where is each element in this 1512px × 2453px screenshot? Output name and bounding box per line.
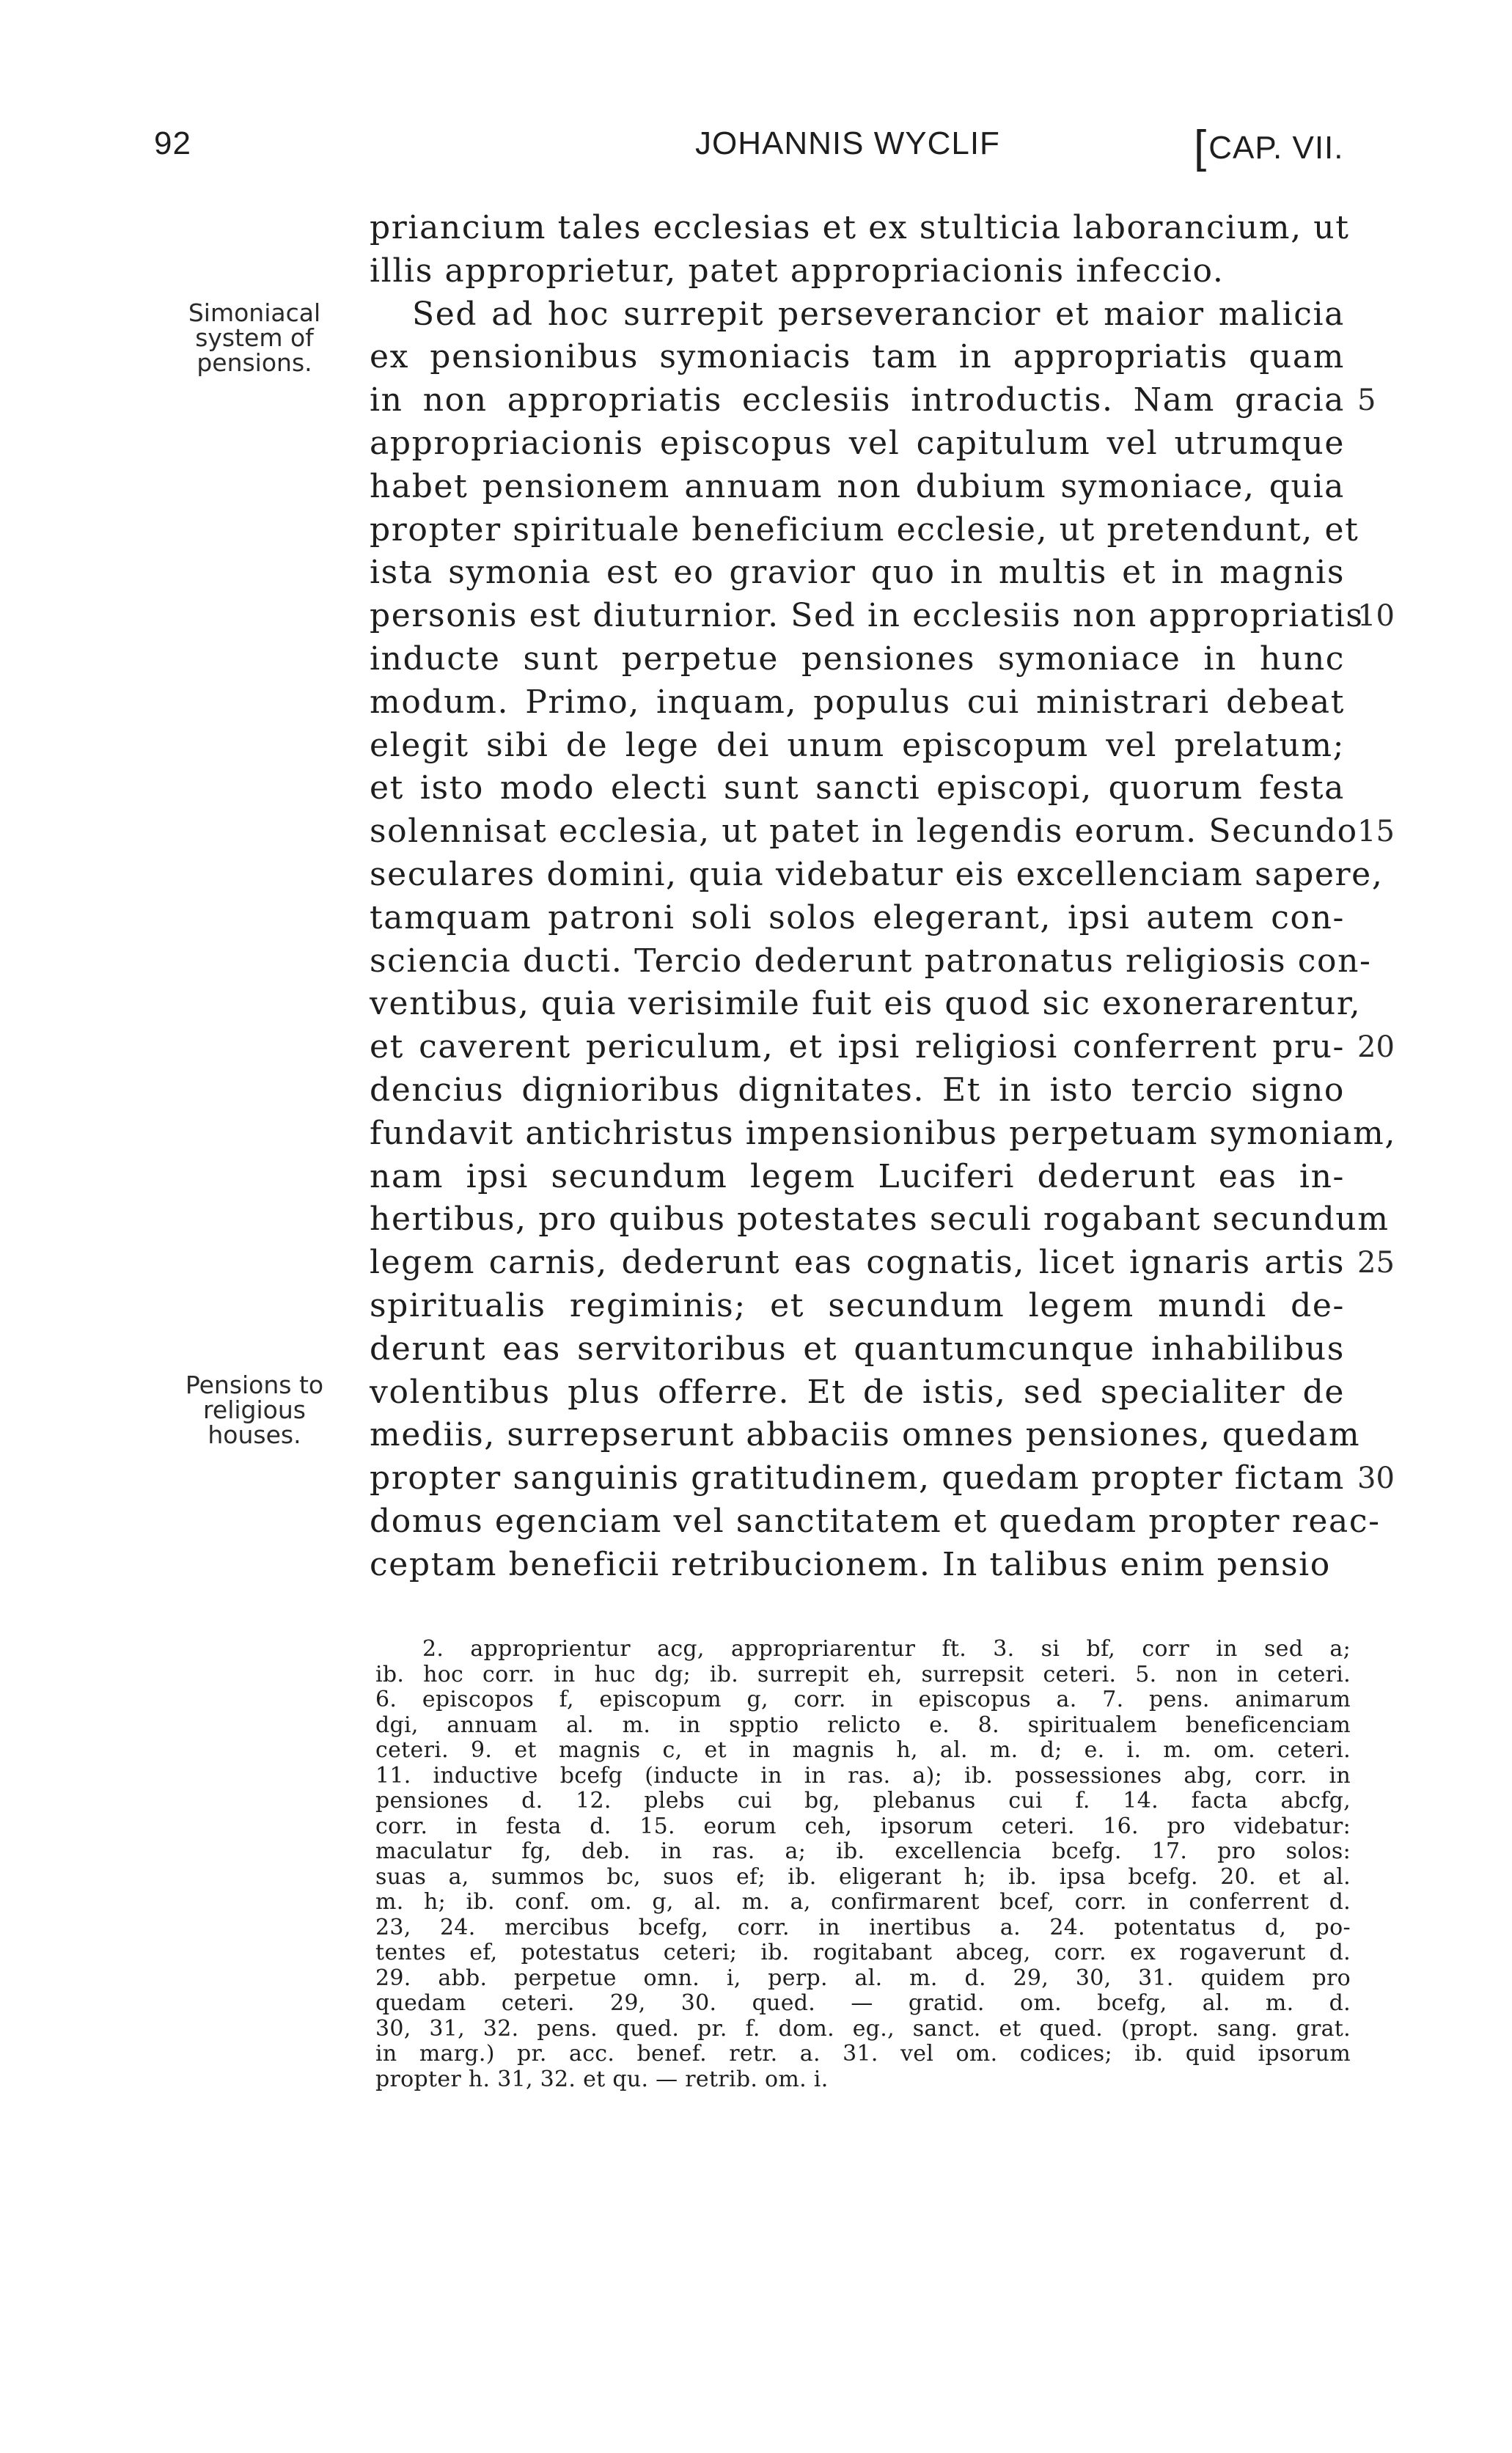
text-line: solennisat ecclesia, ut patet in legendis eorum. Secundo: [370, 813, 1358, 851]
footnote-line: maculatur fg, deb. in ras. a; ib. excellencia bcefg. 17. pro solos:: [375, 1838, 1351, 1864]
text-line: domus egenciam vel sanctitatem et quedam propter reac-: [370, 1502, 1381, 1540]
sidenote-pensions: [158, 1373, 351, 1448]
footnote-line: 11. inductive bcefg (inducte in in ras. a); ib. possessiones abg, corr. in: [375, 1762, 1351, 1789]
line-number: 25: [1357, 1246, 1395, 1280]
footnote-line: 23, 24. mercibus bcefg, corr. in inertibus a. 24. potentatus d, po-: [375, 1914, 1351, 1940]
chapter-bracket: [: [1194, 122, 1208, 172]
sidenote-line: Simoniacal: [188, 298, 321, 327]
sidenote-line: religious: [203, 1396, 306, 1424]
text-line: et caverent periculum, et ipsi religiosi conferrent pru-: [370, 1028, 1345, 1066]
footnote-line: ib. hoc corr. in huc dg; ib. surrepit eh, surrepsit ceteri. 5. non in ceteri.: [375, 1661, 1351, 1687]
text-line: tamquam patroni soli solos elegerant, ipsi autem con-: [370, 898, 1345, 936]
text-line: in non appropriatis ecclesiis introductis. Nam gracia: [370, 381, 1345, 419]
footnote-line: 29. abb. perpetue omn. i, perp. al. m. d. 29, 30, 31. quidem pro: [375, 1965, 1351, 1991]
page-number: 92: [154, 125, 191, 161]
text-line: appropriacionis episcopus vel capitulum vel utrumque: [370, 424, 1345, 462]
text-line: propter sanguinis gratitudinem, quedam propter fictam: [370, 1459, 1345, 1497]
text-line: ex pensionibus symoniacis tam in appropriatis quam: [370, 338, 1345, 376]
text-line: volentibus plus offerre. Et de istis, sed specialiter de: [370, 1373, 1345, 1411]
sidenote-line: pensions.: [197, 348, 312, 377]
footnote-line: tentes ef, potestatus ceteri; ib. rogitabant abceg, corr. ex rogaverunt d.: [375, 1940, 1351, 1965]
text-line: propter spirituale beneficium ecclesie, ut pretendunt, et: [370, 510, 1359, 549]
line-number: 5: [1357, 384, 1376, 417]
text-line: elegit sibi de lege dei unum episcopum vel prelatum;: [370, 726, 1345, 764]
line-number: 30: [1357, 1462, 1395, 1495]
text-line: inducte sunt perpetue pensiones symoniace in hunc: [370, 639, 1345, 678]
text-line: spiritualis regiminis; et secundum legem mundi de-: [370, 1286, 1345, 1324]
footnote-line: quedam ceteri. 29, 30. qued. — gratid. om. bcefg, al. m. d.: [375, 1990, 1351, 2016]
text-line: dencius dignioribus dignitates. Et in isto tercio signo: [370, 1071, 1345, 1109]
text-line: sciencia ducti. Tercio dederunt patronatus religiosis con-: [370, 942, 1372, 980]
sidenote-simoniacal: [158, 298, 351, 377]
text-line: nam ipsi secundum legem Luciferi dederunt eas in-: [370, 1157, 1345, 1195]
sidenote-line: houses.: [208, 1420, 301, 1449]
footnote-line: propter h. 31, 32. et qu. — retrib. om. i.: [375, 2066, 829, 2092]
line-number: 15: [1357, 815, 1395, 848]
footnote-line: 2. approprientur acg, appropriarentur ft. 3. si bf, corr in sed a;: [422, 1636, 1351, 1662]
text-line: mediis, surrepserunt abbaciis omnes pensiones, quedam: [370, 1416, 1361, 1454]
footnote-line: pensiones d. 12. plebs cui bg, plebanus cui f. 14. facta abcfg,: [375, 1788, 1351, 1814]
footnote-line: 6. episcopos f, episcopum g, corr. in episcopus a. 7. pens. animarum: [375, 1687, 1351, 1712]
text-line: Sed ad hoc surrepit perseverancior et maior malicia: [412, 295, 1345, 333]
sidenote-line: Pensions to: [185, 1371, 324, 1399]
footnote-line: m. h; ib. conf. om. g, al. m. a, confirmarent bcef, corr. in conferrent d.: [375, 1889, 1351, 1915]
line-number: 10: [1357, 599, 1395, 633]
text-line: personis est diuturnior. Sed in ecclesiis non appropriatis: [370, 597, 1364, 635]
text-line: hertibus, pro quibus potestates seculi rogabant secundum: [370, 1200, 1390, 1239]
text-line: illis approprietur, patet appropriacionis infeccio.: [370, 252, 1225, 290]
footnote-line: suas a, summos bc, suos ef; ib. eligerant h; ib. ipsa bcefg. 20. et al.: [375, 1863, 1351, 1890]
text-line: legem carnis, dederunt eas cognatis, licet ignaris artis: [370, 1244, 1345, 1282]
chapter-heading: [1194, 122, 1344, 172]
text-line: ceptam beneficii retribucionem. In talibus enim pensio: [370, 1545, 1331, 1583]
footnote-line: ceteri. 9. et magnis c, et in magnis h, al. m. d; e. i. m. om. ceteri.: [375, 1737, 1351, 1763]
text-line: fundavit antichristus impensionibus perpetuam symoniam,: [370, 1114, 1396, 1152]
text-line: habet pensionem annuam non dubium symoniace, quia: [370, 467, 1345, 505]
running-title: JOHANNIS WYCLIF: [695, 125, 1000, 161]
text-line: ista symonia est eo gravior quo in multis et in magnis: [370, 554, 1345, 592]
footnote-line: in marg.) pr. acc. benef. retr. a. 31. vel om. codices; ib. quid ipsorum: [375, 2041, 1351, 2067]
text-line: priancium tales ecclesias et ex stulticia laborancium, ut: [370, 209, 1350, 246]
footnote-line: corr. in festa d. 15. eorum ceh, ipsorum ceteri. 16. pro videbatur:: [375, 1813, 1351, 1839]
text-line: seculares domini, quia videbatur eis excellenciam sapere,: [370, 855, 1384, 893]
line-number: 20: [1357, 1030, 1395, 1064]
text-line: et isto modo electi sunt sancti episcopi, quorum festa: [370, 769, 1345, 807]
chapter-label: CAP. VII.: [1208, 130, 1344, 166]
footnote-line: dgi, annuam al. m. in spptio relicto e. 8. spiritualem beneficenciam: [375, 1712, 1351, 1738]
text-line: derunt eas servitoribus et quantumcunque inhabilibus: [370, 1330, 1345, 1368]
text-line: ventibus, quia verisimile fuit eis quod sic exonerarentur,: [370, 985, 1362, 1023]
footnote-line: 30, 31, 32. pens. qued. pr. f. dom. eg., sanct. et qued. (propt. sang. grat.: [375, 2015, 1351, 2042]
sidenote-line: system of: [195, 323, 314, 352]
critical-apparatus: [375, 1637, 1351, 2092]
text-line: modum. Primo, inquam, populus cui ministrari debeat: [370, 683, 1345, 721]
